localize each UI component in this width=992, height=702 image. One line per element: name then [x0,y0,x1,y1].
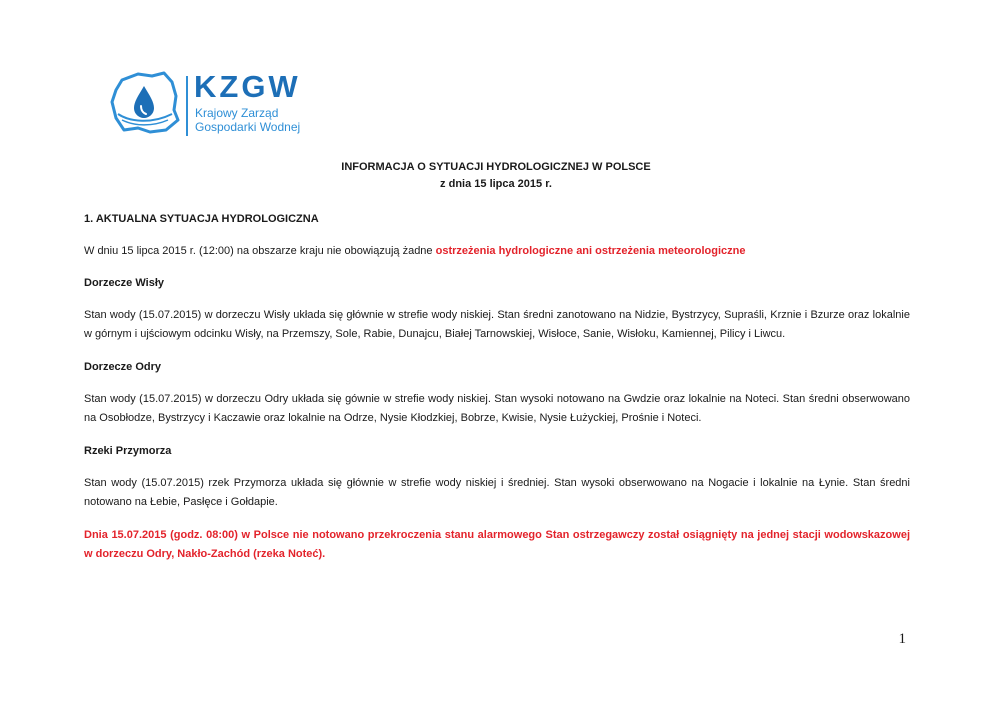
przymorze-heading: Rzeki Przymorza [84,445,172,457]
logo-divider [186,76,188,136]
kzgw-logo [108,68,308,140]
intro-highlight: ostrzeżenia hydrologiczne ani ostrzeżenia meteorologiczne [435,245,746,257]
poland-map-water-drop-icon [108,70,180,136]
przymorze-paragraph: Stan wody (15.07.2015) rzek Przymorza układa się głównie w strefie wody niskiej i średniej. Stan wysoki obserwowano na Nogacie i lokalnie na Łynie. Stan średni notowano na Łebie, Pasłęce i Gołdapie. [84,477,910,508]
odra-paragraph: Stan wody (15.07.2015) w dorzeczu Odry układa się gównie w strefie wody niskiej. Stan wysoki notowano na Gwdzie oraz lokalnie na Noteci. Stan średni obserwowano na Osobłodze, Bystrzycy i Kaczawie oraz lokalnie na Odrze, Nysie Kłodzkiej, Bobrze, Kwisie, Nysie Łużyckiej, Prośnie i Noteci. [84,393,910,424]
wisla-paragraph: Stan wody (15.07.2015) w dorzeczu Wisły układa się głównie w strefie wody niskiej. Stan średni zanotowano na Nidzie, Bystrzycy, Supraśli, Krznie i Bzurze oraz lokalnie w górnym i ujściowym odcinku Wisły, na Przemszy, Sole, Rabie, Dunajcu, Białej Tarnowskiej, Wisłoce, Sanie, Wisłoku, Kamiennej, Pilicy i Liwcu. [84,309,910,340]
intro-paragraph [84,242,910,261]
wisla-heading: Dorzecze Wisły [84,277,164,289]
intro-text: W dniu 15 lipca 2015 r. (12:00) na obszarze kraju nie obowiązują żadne [84,245,436,257]
odra-heading: Dorzecze Odry [84,361,162,373]
logo-line-2: Gospodarki Wodnej [195,120,301,134]
logo-line-1: Krajowy Zarząd [195,106,279,120]
document-date: z dnia 15 lipca 2015 r. [440,178,552,190]
logo-brand: KZGW [194,69,301,104]
document-title: INFORMACJA O SYTUACJI HYDROLOGICZNEJ W POLSCE [341,161,651,173]
alert-paragraph: Dnia 15.07.2015 (godz. 08:00) w Polsce nie notowano przekroczenia stanu alarmowego Stan ostrzegawczy został osiągnięty na jednej stacji wodowskazowej w dorzeczu Odry, Nakło-Zachód (rzeka Noteć). [84,529,910,560]
page-number: 1 [898,631,906,647]
section-heading: 1. AKTUALNA SYTUACJA HYDROLOGICZNA [84,213,319,225]
